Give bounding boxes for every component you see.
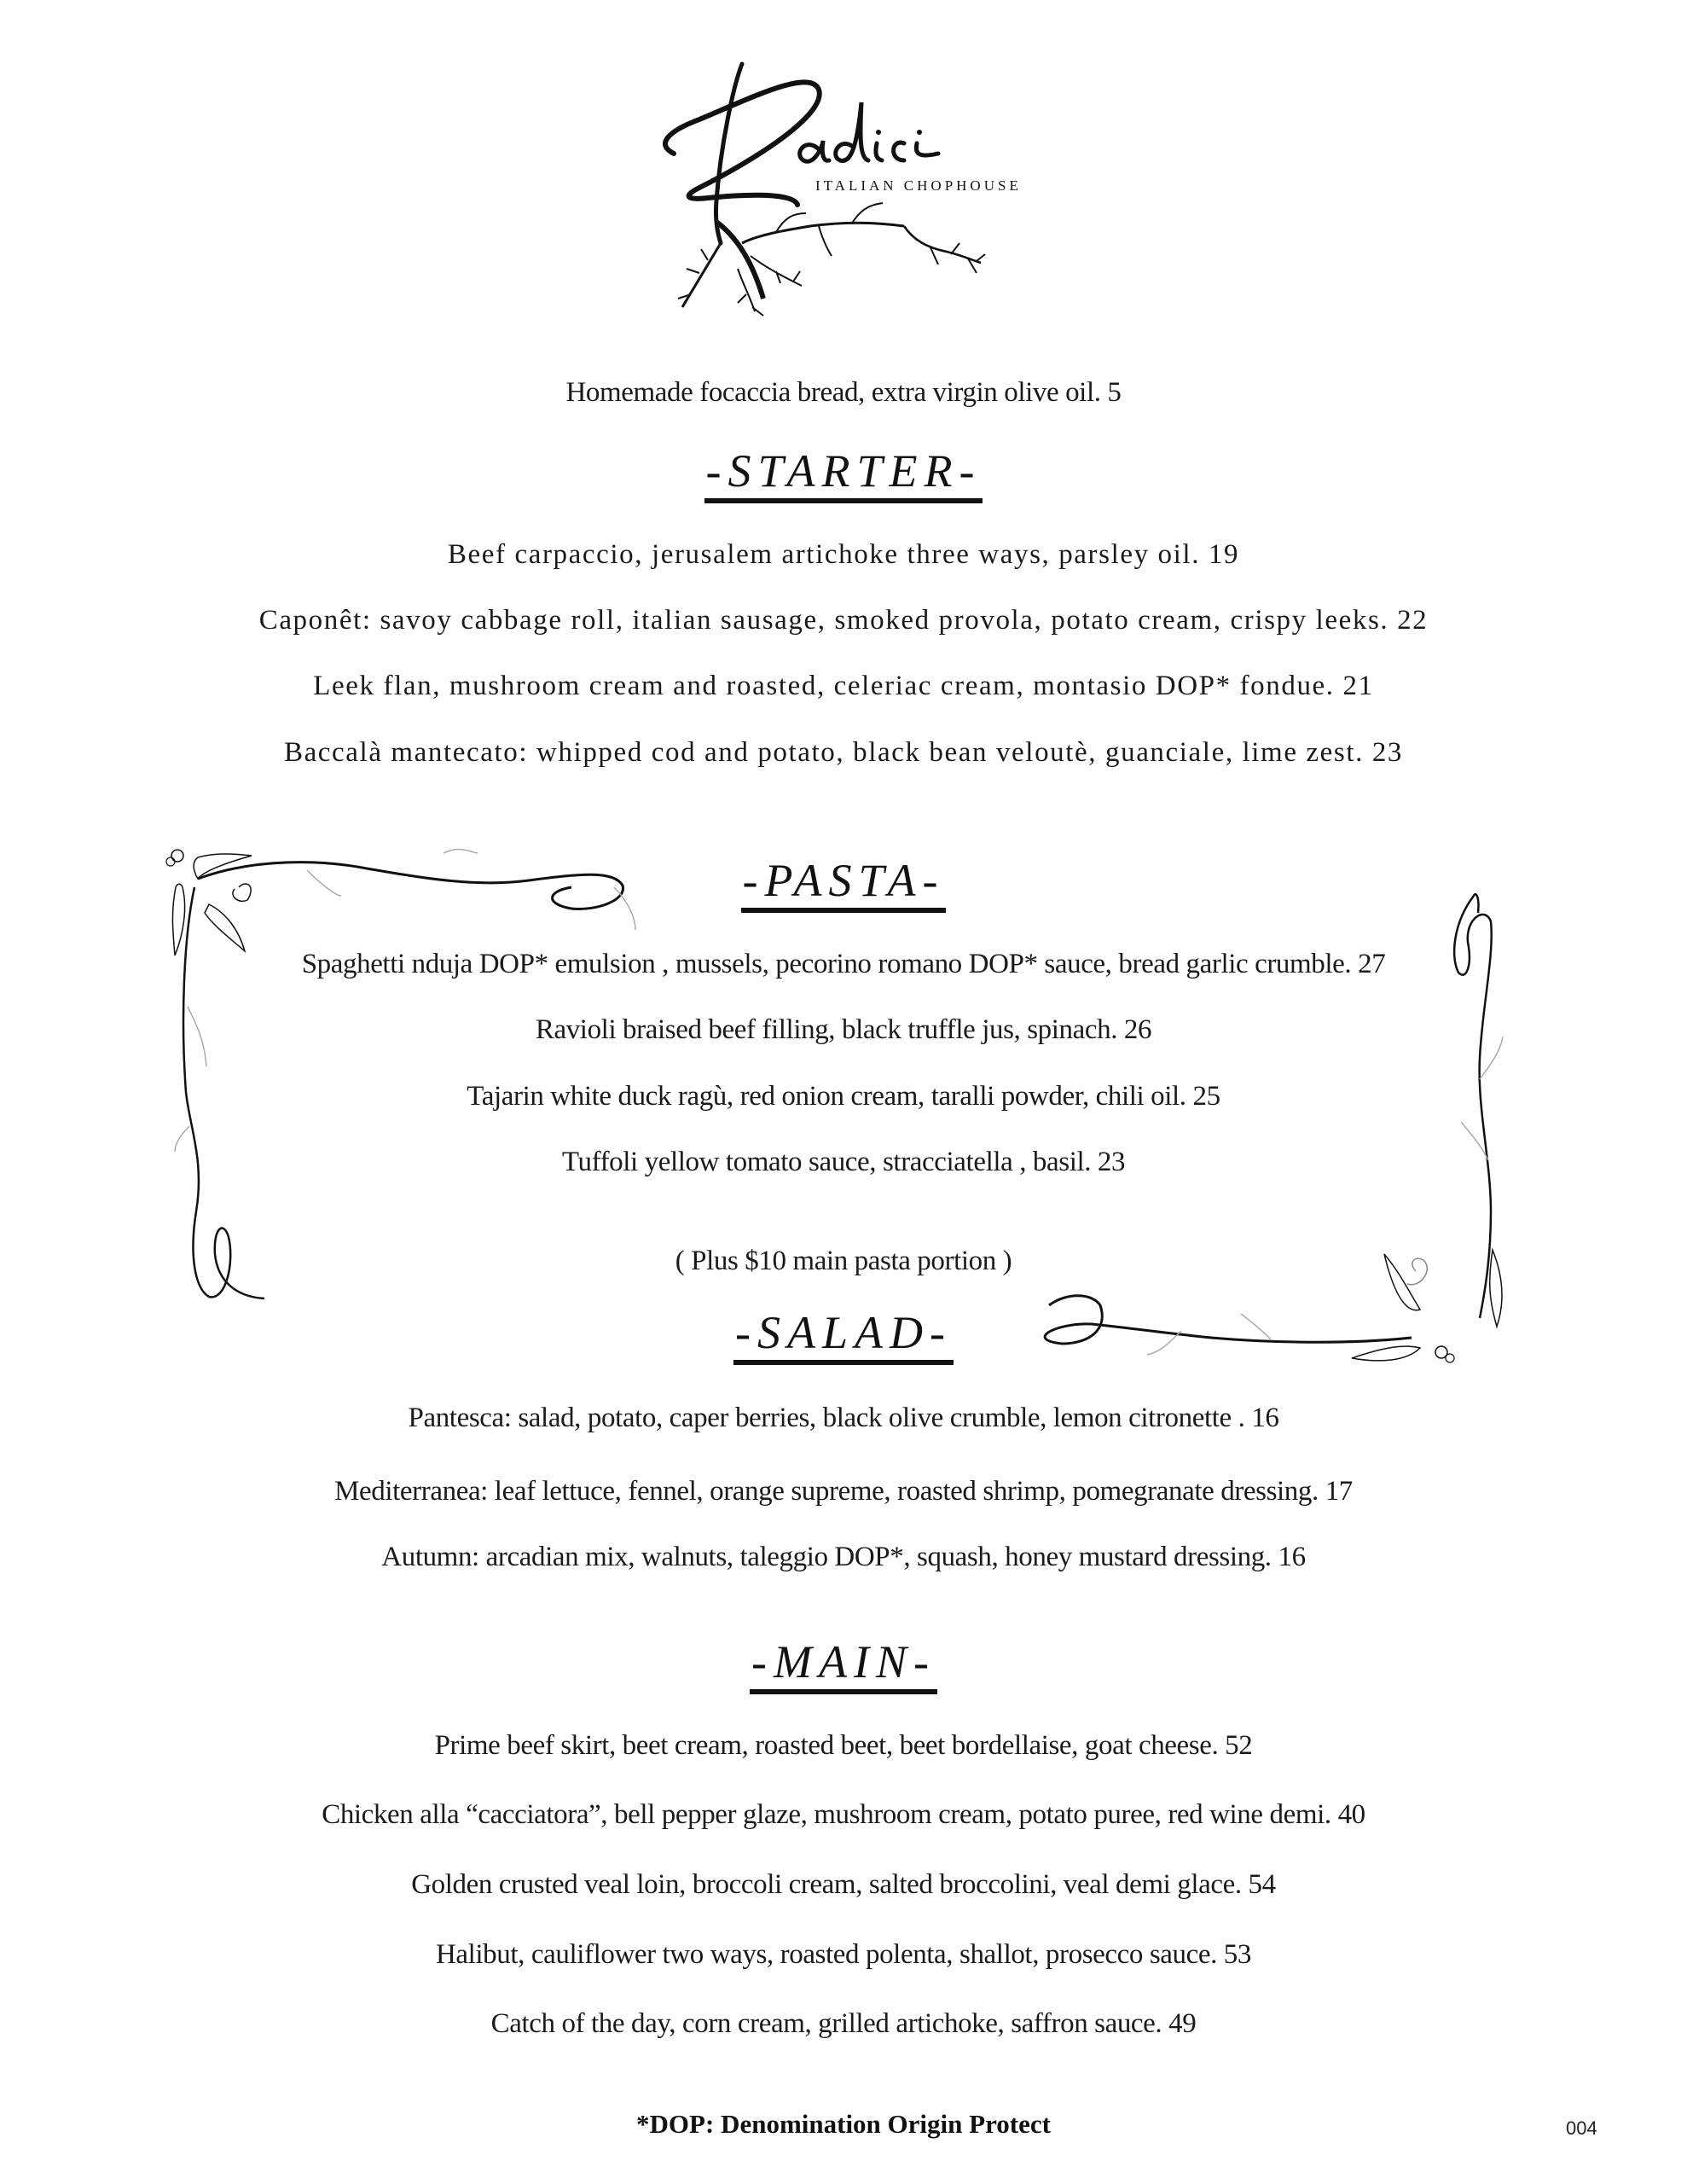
menu-item: Golden crusted veal loin, broccoli cream, salted broccolini, veal demi glace. 54: [411, 1869, 1276, 1900]
menu-item: Tuffoli yellow tomato sauce, stracciatella , basil. 23: [561, 1147, 1126, 1177]
restaurant-logo: [648, 51, 1058, 341]
main-heading: [0, 1636, 1687, 1694]
radici-logo-icon: [648, 51, 1058, 341]
menu-item: Autumn: arcadian mix, walnuts, taleggio DOP*, squash, honey mustard dressing. 16: [381, 1542, 1306, 1572]
menu-item: Prime beef skirt, beet cream, roasted beet, beet bordellaise, goat cheese. 52: [434, 1730, 1253, 1761]
menu-item: Caponêt: savoy cabbage roll, italian sausage, smoked provola, potato cream, crispy leeks. 22: [258, 605, 1429, 636]
salad-heading: [0, 1307, 1687, 1365]
restaurant-tagline: ITALIAN CHOPHOUSE: [815, 177, 1022, 194]
pasta-title: -PASTA-: [741, 855, 947, 913]
page-number: 004: [1566, 2117, 1597, 2139]
menu-item: Beef carpaccio, jerusalem artichoke three ways, parsley oil. 19: [447, 539, 1240, 570]
starter-title: -STARTER-: [704, 445, 983, 503]
dop-footnote: *DOP: Denomination Origin Protect: [636, 2109, 1051, 2139]
starter-heading: [0, 445, 1687, 503]
menu-item: Ravioli braised beef filling, black truffle jus, spinach. 26: [535, 1014, 1152, 1045]
menu-item: Catch of the day, corn cream, grilled artichoke, saffron sauce. 49: [490, 2008, 1197, 2039]
menu-item: Mediterranea: leaf lettuce, fennel, orange supreme, roasted shrimp, pomegranate dressing. 17: [334, 1476, 1353, 1507]
bread-item: Homemade focaccia bread, extra virgin olive oil. 5: [565, 377, 1122, 408]
menu-item: Spaghetti nduja DOP* emulsion , mussels, pecorino romano DOP* sauce, bread garlic crumble. 27: [301, 949, 1386, 979]
salad-title: -SALAD-: [733, 1307, 954, 1365]
vine-corner-top-left-icon: [166, 850, 635, 1298]
pasta-heading: [0, 855, 1687, 913]
main-title: -MAIN-: [750, 1636, 937, 1694]
menu-item: Tajarin white duck ragù, red onion cream, taralli powder, chili oil. 25: [467, 1081, 1220, 1112]
menu-item: Halibut, cauliflower two ways, roasted polenta, shallot, prosecco sauce. 53: [435, 1939, 1252, 1970]
menu-item: Pantesca: salad, potato, caper berries, black olive crumble, lemon citronette . 16: [408, 1403, 1279, 1433]
menu-item: Leek flan, mushroom cream and roasted, celeriac cream, montasio DOP* fondue. 21: [313, 671, 1374, 701]
menu-item: Chicken alla “cacciatora”, bell pepper glaze, mushroom cream, potato puree, red wine demi. 40: [322, 1799, 1365, 1830]
pasta-portion-note: ( Plus $10 main pasta portion ): [675, 1246, 1012, 1276]
menu-item: Baccalà mantecato: whipped cod and potato, black bean veloutè, guanciale, lime zest. 23: [283, 737, 1404, 768]
